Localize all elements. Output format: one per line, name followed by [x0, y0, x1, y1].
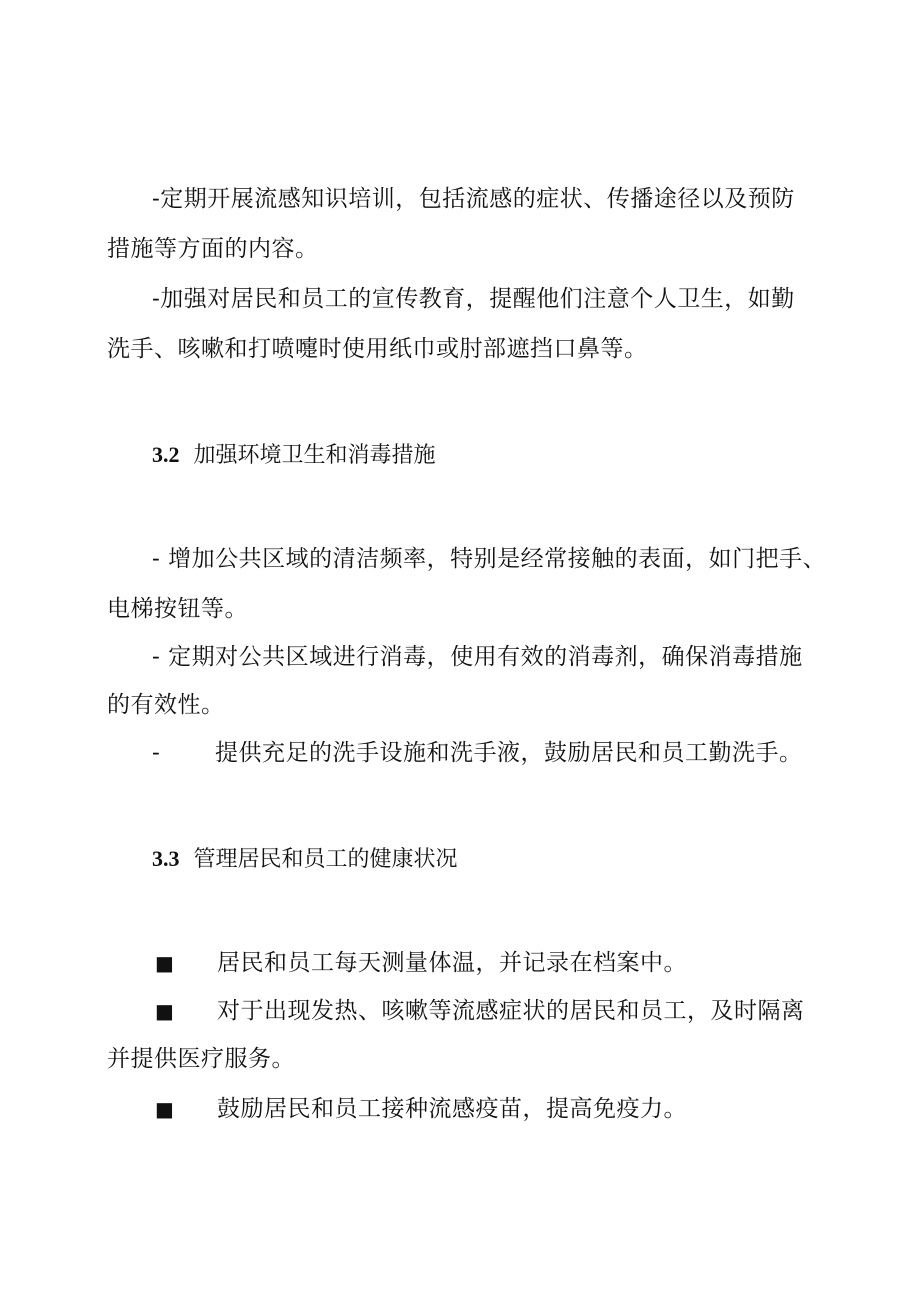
section-heading-3-3 — [152, 844, 458, 875]
square-bullet-icon: ■ — [155, 951, 174, 975]
section-title: 加强环境卫生和消毒措施 — [193, 443, 436, 468]
paragraph-education-line1: -加强对居民和员工的宣传教育，提醒他们注意个人卫生，如勤 — [152, 286, 795, 312]
paragraph-vaccination: 鼓励居民和员工接种流感疫苗，提高免疫力。 — [217, 1096, 687, 1122]
paragraph-disinfection-line2: 的有效性。 — [107, 692, 225, 718]
list-marker-dash: - — [152, 740, 161, 766]
paragraph-isolation-line1: 对于出现发热、咳嗽等流感症状的居民和员工，及时隔离 — [217, 998, 805, 1024]
paragraph-isolation-line2: 并提供医疗服务。 — [107, 1046, 295, 1072]
section-title: 管理居民和员工的健康状况 — [193, 847, 458, 872]
paragraph-cleaning-line1: - 增加公共区域的清洁频率，特别是经常接触的表面，如门把手、 — [152, 546, 827, 572]
section-number: 3.3 — [152, 846, 180, 871]
paragraph-training-line1: -定期开展流感知识培训，包括流感的症状、传播途径以及预防 — [152, 186, 795, 212]
paragraph-education-line2: 洗手、咳嗽和打喷嚏时使用纸巾或肘部遮挡口鼻等。 — [107, 336, 648, 362]
square-bullet-icon: ■ — [155, 999, 174, 1023]
square-bullet-icon: ■ — [155, 1097, 174, 1121]
paragraph-handwashing: 提供充足的洗手设施和洗手液，鼓励居民和员工勤洗手。 — [215, 740, 803, 766]
paragraph-disinfection-line1: - 定期对公共区域进行消毒，使用有效的消毒剂，确保消毒措施 — [152, 644, 803, 670]
paragraph-temperature: 居民和员工每天测量体温，并记录在档案中。 — [217, 950, 687, 976]
paragraph-cleaning-line2: 电梯按钮等。 — [107, 596, 248, 622]
section-number: 3.2 — [152, 442, 180, 467]
section-heading-3-2 — [152, 440, 436, 471]
paragraph-training-line2: 措施等方面的内容。 — [107, 236, 319, 262]
